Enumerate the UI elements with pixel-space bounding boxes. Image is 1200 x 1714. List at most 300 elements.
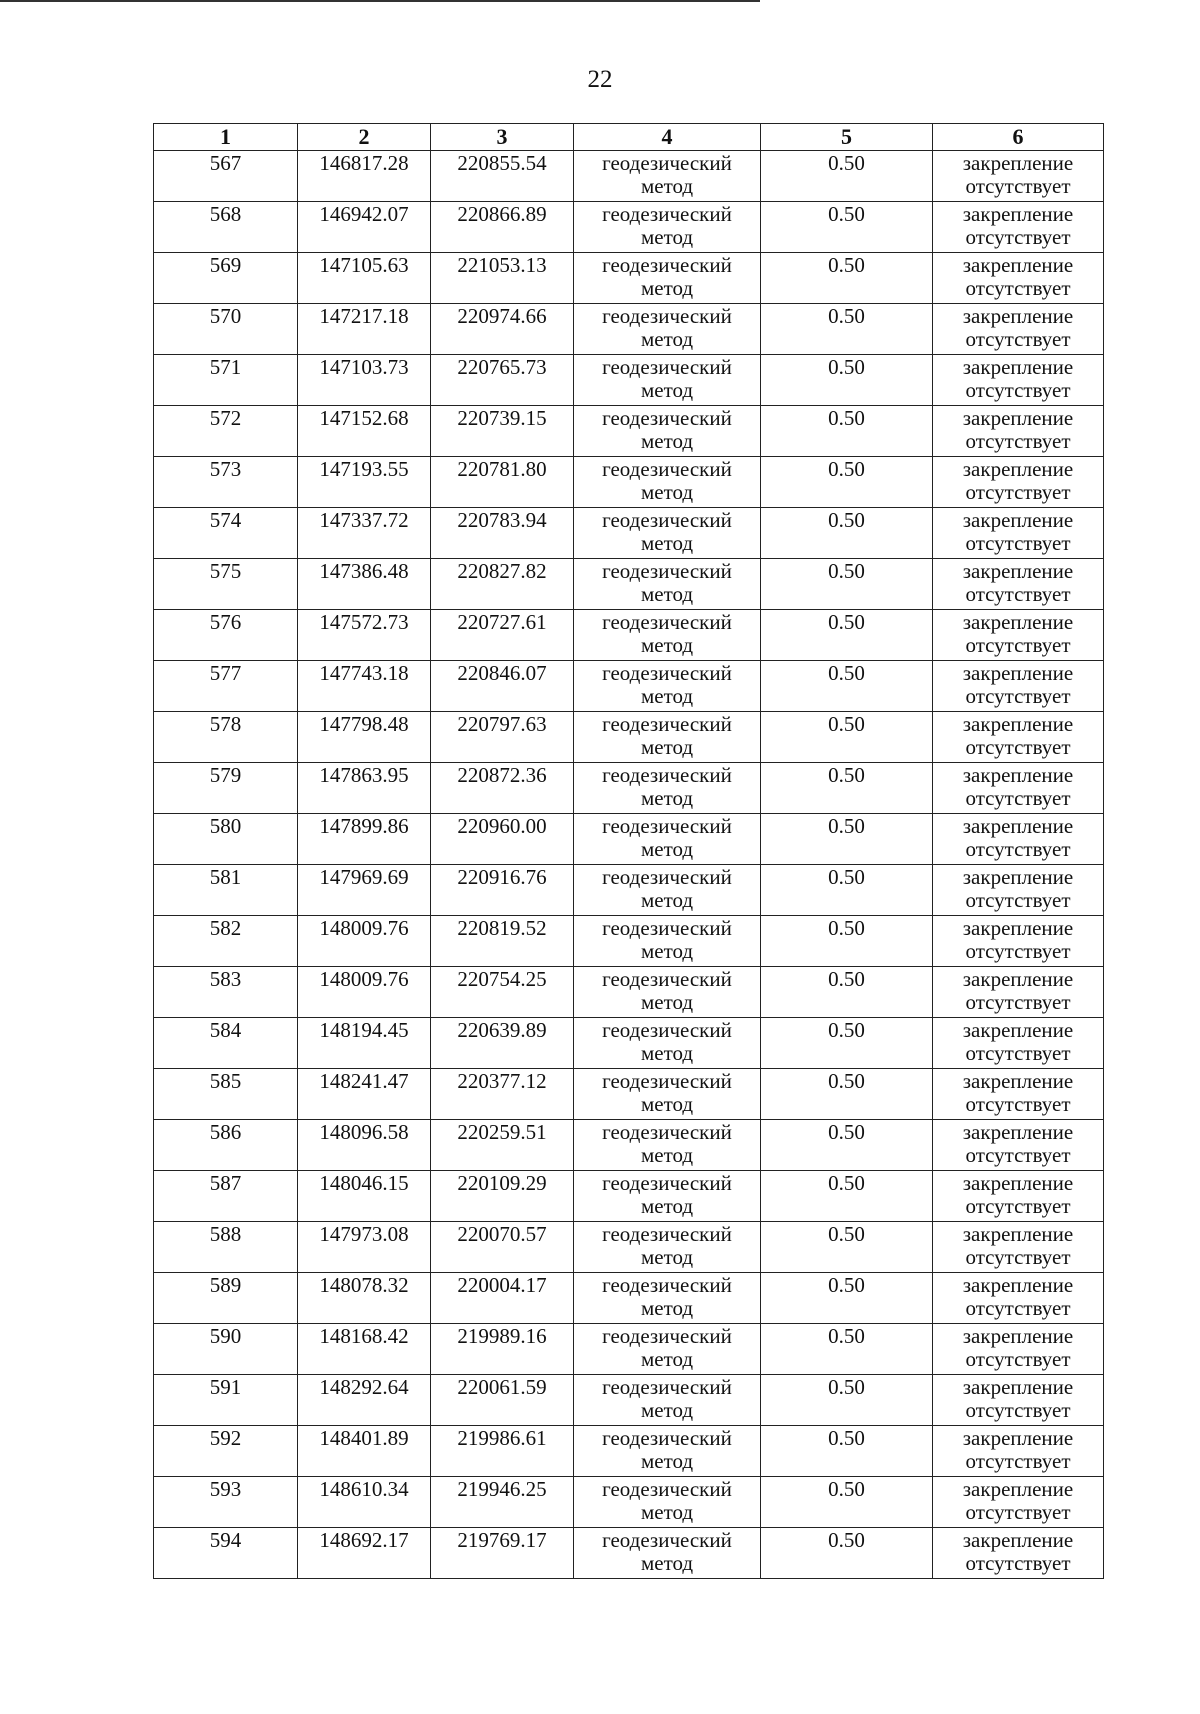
- table-row: [154, 763, 1104, 814]
- table-row: [154, 406, 1104, 457]
- method-cell: [574, 253, 761, 304]
- fixation-cell-line-2: отсутствует: [965, 1245, 1071, 1269]
- fixation-cell-line-1: закрепление: [962, 508, 1074, 532]
- method-cell-line-1: геодезический: [602, 712, 732, 736]
- fixation-cell-line-2: отсутствует: [965, 1398, 1071, 1422]
- y-coordinate-cell: 219986.61: [431, 1426, 574, 1477]
- table-row: [154, 1273, 1104, 1324]
- fixation-cell-line-1: закрепление: [962, 763, 1074, 787]
- fixation-cell: [933, 763, 1104, 814]
- method-cell-line-1: геодезический: [602, 1324, 732, 1348]
- precision-cell: 0.50: [761, 304, 933, 355]
- y-coordinate-cell: 219989.16: [431, 1324, 574, 1375]
- method-cell-line-2: метод: [640, 225, 694, 249]
- method-cell: [574, 355, 761, 406]
- y-coordinate-cell: 220765.73: [431, 355, 574, 406]
- point-number-cell: 584: [154, 1018, 298, 1069]
- y-coordinate-cell: 220866.89: [431, 202, 574, 253]
- y-coordinate-cell: 220974.66: [431, 304, 574, 355]
- point-number-cell: 569: [154, 253, 298, 304]
- fixation-cell-line-1: закрепление: [962, 1477, 1074, 1501]
- fixation-cell-line-1: закрепление: [962, 1120, 1074, 1144]
- precision-cell: 0.50: [761, 1120, 933, 1171]
- fixation-cell-line-2: отсутствует: [965, 531, 1071, 555]
- column-header-2: 2: [298, 124, 431, 151]
- fixation-cell-line-1: закрепление: [962, 457, 1074, 481]
- method-cell-line-2: метод: [640, 990, 694, 1014]
- table-row: [154, 1375, 1104, 1426]
- fixation-cell: [933, 1324, 1104, 1375]
- x-coordinate-cell: 148046.15: [298, 1171, 431, 1222]
- y-coordinate-cell: 220797.63: [431, 712, 574, 763]
- fixation-cell-line-2: отсутствует: [965, 429, 1071, 453]
- fixation-cell-line-1: закрепление: [962, 1069, 1074, 1093]
- x-coordinate-cell: 147386.48: [298, 559, 431, 610]
- y-coordinate-cell: 220846.07: [431, 661, 574, 712]
- fixation-cell: [933, 406, 1104, 457]
- y-coordinate-cell: 220819.52: [431, 916, 574, 967]
- table-row: [154, 355, 1104, 406]
- method-cell-line-2: метод: [640, 888, 694, 912]
- method-cell-line-2: метод: [640, 633, 694, 657]
- method-cell: [574, 1069, 761, 1120]
- fixation-cell-line-1: закрепление: [962, 865, 1074, 889]
- method-cell-line-1: геодезический: [602, 253, 732, 277]
- table-header-row: [154, 124, 1104, 151]
- table-row: [154, 610, 1104, 661]
- table-row: [154, 151, 1104, 202]
- y-coordinate-cell: 220109.29: [431, 1171, 574, 1222]
- fixation-cell-line-2: отсутствует: [965, 378, 1071, 402]
- precision-cell: 0.50: [761, 967, 933, 1018]
- point-number-cell: 592: [154, 1426, 298, 1477]
- method-cell: [574, 1477, 761, 1528]
- table-row: [154, 1120, 1104, 1171]
- precision-cell: 0.50: [761, 1273, 933, 1324]
- scan-top-edge: [0, 0, 760, 2]
- table-row: [154, 1222, 1104, 1273]
- y-coordinate-cell: 220639.89: [431, 1018, 574, 1069]
- fixation-cell-line-2: отсутствует: [965, 1449, 1071, 1473]
- method-cell-line-2: метод: [640, 327, 694, 351]
- table-row: [154, 202, 1104, 253]
- y-coordinate-cell: 219769.17: [431, 1528, 574, 1579]
- precision-cell: 0.50: [761, 1477, 933, 1528]
- table-row: [154, 865, 1104, 916]
- precision-cell: 0.50: [761, 1222, 933, 1273]
- point-number-cell: 577: [154, 661, 298, 712]
- method-cell-line-1: геодезический: [602, 1273, 732, 1297]
- method-cell-line-2: метод: [640, 837, 694, 861]
- table-body: [154, 151, 1104, 1579]
- point-number-cell: 573: [154, 457, 298, 508]
- method-cell-line-2: метод: [640, 1143, 694, 1167]
- method-cell: [574, 610, 761, 661]
- x-coordinate-cell: 148401.89: [298, 1426, 431, 1477]
- x-coordinate-cell: 147899.86: [298, 814, 431, 865]
- fixation-cell: [933, 1120, 1104, 1171]
- fixation-cell: [933, 508, 1104, 559]
- point-number-cell: 576: [154, 610, 298, 661]
- precision-cell: 0.50: [761, 763, 933, 814]
- fixation-cell: [933, 1528, 1104, 1579]
- method-cell: [574, 406, 761, 457]
- method-cell-line-2: метод: [640, 276, 694, 300]
- fixation-cell-line-1: закрепление: [962, 1324, 1074, 1348]
- y-coordinate-cell: 220070.57: [431, 1222, 574, 1273]
- fixation-cell-line-2: отсутствует: [965, 633, 1071, 657]
- fixation-cell: [933, 1171, 1104, 1222]
- precision-cell: 0.50: [761, 151, 933, 202]
- fixation-cell: [933, 1273, 1104, 1324]
- x-coordinate-cell: 148168.42: [298, 1324, 431, 1375]
- method-cell-line-2: метод: [640, 582, 694, 606]
- x-coordinate-cell: 147152.68: [298, 406, 431, 457]
- table-row: [154, 1426, 1104, 1477]
- fixation-cell: [933, 151, 1104, 202]
- method-cell-line-1: геодезический: [602, 559, 732, 583]
- fixation-cell-line-2: отсутствует: [965, 582, 1071, 606]
- x-coordinate-cell: 147337.72: [298, 508, 431, 559]
- method-cell-line-2: метод: [640, 531, 694, 555]
- precision-cell: 0.50: [761, 610, 933, 661]
- method-cell-line-2: метод: [640, 1347, 694, 1371]
- fixation-cell: [933, 610, 1104, 661]
- y-coordinate-cell: 220754.25: [431, 967, 574, 1018]
- table-row: [154, 1018, 1104, 1069]
- fixation-cell: [933, 1375, 1104, 1426]
- table-row: [154, 1477, 1104, 1528]
- x-coordinate-cell: 147973.08: [298, 1222, 431, 1273]
- table-row: [154, 661, 1104, 712]
- fixation-cell-line-1: закрепление: [962, 559, 1074, 583]
- precision-cell: 0.50: [761, 712, 933, 763]
- point-number-cell: 587: [154, 1171, 298, 1222]
- fixation-cell-line-1: закрепление: [962, 1171, 1074, 1195]
- fixation-cell-line-1: закрепление: [962, 202, 1074, 226]
- table-row: [154, 559, 1104, 610]
- method-cell-line-2: метод: [640, 378, 694, 402]
- method-cell-line-1: геодезический: [602, 406, 732, 430]
- table-row: [154, 1324, 1104, 1375]
- point-number-cell: 594: [154, 1528, 298, 1579]
- point-number-cell: 589: [154, 1273, 298, 1324]
- method-cell-line-1: геодезический: [602, 151, 732, 175]
- x-coordinate-cell: 148610.34: [298, 1477, 431, 1528]
- method-cell-line-2: метод: [640, 1551, 694, 1575]
- fixation-cell-line-1: закрепление: [962, 916, 1074, 940]
- method-cell-line-2: метод: [640, 429, 694, 453]
- fixation-cell: [933, 1018, 1104, 1069]
- point-number-cell: 581: [154, 865, 298, 916]
- precision-cell: 0.50: [761, 661, 933, 712]
- x-coordinate-cell: 148194.45: [298, 1018, 431, 1069]
- method-cell-line-1: геодезический: [602, 355, 732, 379]
- x-coordinate-cell: 146942.07: [298, 202, 431, 253]
- x-coordinate-cell: 148078.32: [298, 1273, 431, 1324]
- fixation-cell-line-1: закрепление: [962, 253, 1074, 277]
- fixation-cell-line-1: закрепление: [962, 406, 1074, 430]
- x-coordinate-cell: 148096.58: [298, 1120, 431, 1171]
- fixation-cell: [933, 916, 1104, 967]
- fixation-cell-line-2: отсутствует: [965, 327, 1071, 351]
- point-number-cell: 572: [154, 406, 298, 457]
- method-cell-line-1: геодезический: [602, 661, 732, 685]
- fixation-cell: [933, 814, 1104, 865]
- x-coordinate-cell: 148009.76: [298, 916, 431, 967]
- method-cell-line-2: метод: [640, 480, 694, 504]
- point-number-cell: 582: [154, 916, 298, 967]
- fixation-cell-line-2: отсутствует: [965, 1296, 1071, 1320]
- method-cell-line-2: метод: [640, 1500, 694, 1524]
- column-header-3: 3: [431, 124, 574, 151]
- table-row: [154, 967, 1104, 1018]
- fixation-cell-line-2: отсутствует: [965, 684, 1071, 708]
- method-cell: [574, 1222, 761, 1273]
- fixation-cell-line-2: отсутствует: [965, 735, 1071, 759]
- method-cell-line-2: метод: [640, 1398, 694, 1422]
- fixation-cell-line-2: отсутствует: [965, 225, 1071, 249]
- precision-cell: 0.50: [761, 253, 933, 304]
- x-coordinate-cell: 147105.63: [298, 253, 431, 304]
- x-coordinate-cell: 147863.95: [298, 763, 431, 814]
- method-cell-line-1: геодезический: [602, 1426, 732, 1450]
- method-cell: [574, 763, 761, 814]
- fixation-cell-line-2: отсутствует: [965, 174, 1071, 198]
- x-coordinate-cell: 148292.64: [298, 1375, 431, 1426]
- precision-cell: 0.50: [761, 1069, 933, 1120]
- column-header-1: 1: [154, 124, 298, 151]
- x-coordinate-cell: 147572.73: [298, 610, 431, 661]
- point-number-cell: 590: [154, 1324, 298, 1375]
- method-cell-line-2: метод: [640, 735, 694, 759]
- fixation-cell-line-2: отсутствует: [965, 276, 1071, 300]
- fixation-cell-line-1: закрепление: [962, 1528, 1074, 1552]
- y-coordinate-cell: 220781.80: [431, 457, 574, 508]
- fixation-cell-line-2: отсутствует: [965, 1194, 1071, 1218]
- precision-cell: 0.50: [761, 1171, 933, 1222]
- table-row: [154, 712, 1104, 763]
- fixation-cell-line-1: закрепление: [962, 610, 1074, 634]
- x-coordinate-cell: 147193.55: [298, 457, 431, 508]
- fixation-cell: [933, 1069, 1104, 1120]
- point-number-cell: 570: [154, 304, 298, 355]
- table-row: [154, 457, 1104, 508]
- precision-cell: 0.50: [761, 355, 933, 406]
- fixation-cell-line-1: закрепление: [962, 1426, 1074, 1450]
- method-cell-line-2: метод: [640, 1092, 694, 1116]
- method-cell: [574, 304, 761, 355]
- point-number-cell: 591: [154, 1375, 298, 1426]
- method-cell-line-2: метод: [640, 1245, 694, 1269]
- point-number-cell: 580: [154, 814, 298, 865]
- fixation-cell: [933, 1477, 1104, 1528]
- method-cell: [574, 508, 761, 559]
- table-row: [154, 1069, 1104, 1120]
- point-number-cell: 567: [154, 151, 298, 202]
- fixation-cell-line-1: закрепление: [962, 661, 1074, 685]
- method-cell-line-1: геодезический: [602, 1120, 732, 1144]
- method-cell-line-1: геодезический: [602, 508, 732, 532]
- table-row: [154, 1171, 1104, 1222]
- precision-cell: 0.50: [761, 916, 933, 967]
- point-number-cell: 578: [154, 712, 298, 763]
- fixation-cell-line-2: отсутствует: [965, 786, 1071, 810]
- y-coordinate-cell: 220739.15: [431, 406, 574, 457]
- fixation-cell: [933, 712, 1104, 763]
- y-coordinate-cell: 220259.51: [431, 1120, 574, 1171]
- method-cell-line-1: геодезический: [602, 304, 732, 328]
- fixation-cell: [933, 661, 1104, 712]
- precision-cell: 0.50: [761, 814, 933, 865]
- precision-cell: 0.50: [761, 559, 933, 610]
- method-cell: [574, 661, 761, 712]
- method-cell: [574, 1273, 761, 1324]
- method-cell-line-1: геодезический: [602, 865, 732, 889]
- fixation-cell-line-1: закрепление: [962, 1018, 1074, 1042]
- fixation-cell-line-2: отсутствует: [965, 1551, 1071, 1575]
- method-cell-line-2: метод: [640, 1296, 694, 1320]
- y-coordinate-cell: 220827.82: [431, 559, 574, 610]
- method-cell: [574, 814, 761, 865]
- method-cell: [574, 1018, 761, 1069]
- y-coordinate-cell: 220855.54: [431, 151, 574, 202]
- method-cell-line-2: метод: [640, 174, 694, 198]
- fixation-cell: [933, 304, 1104, 355]
- method-cell-line-2: метод: [640, 684, 694, 708]
- method-cell-line-2: метод: [640, 1041, 694, 1065]
- table-row: [154, 508, 1104, 559]
- method-cell: [574, 865, 761, 916]
- fixation-cell: [933, 355, 1104, 406]
- method-cell: [574, 1324, 761, 1375]
- method-cell: [574, 559, 761, 610]
- precision-cell: 0.50: [761, 1528, 933, 1579]
- fixation-cell-line-2: отсутствует: [965, 1092, 1071, 1116]
- method-cell: [574, 967, 761, 1018]
- point-number-cell: 586: [154, 1120, 298, 1171]
- x-coordinate-cell: 148241.47: [298, 1069, 431, 1120]
- method-cell: [574, 1528, 761, 1579]
- precision-cell: 0.50: [761, 865, 933, 916]
- method-cell-line-1: геодезический: [602, 1528, 732, 1552]
- table-row: [154, 814, 1104, 865]
- point-number-cell: 571: [154, 355, 298, 406]
- y-coordinate-cell: 220377.12: [431, 1069, 574, 1120]
- fixation-cell-line-2: отсутствует: [965, 939, 1071, 963]
- method-cell: [574, 151, 761, 202]
- point-number-cell: 575: [154, 559, 298, 610]
- y-coordinate-cell: 220727.61: [431, 610, 574, 661]
- fixation-cell: [933, 253, 1104, 304]
- column-header-4: 4: [574, 124, 761, 151]
- method-cell: [574, 202, 761, 253]
- y-coordinate-cell: 220916.76: [431, 865, 574, 916]
- table-row: [154, 253, 1104, 304]
- point-number-cell: 585: [154, 1069, 298, 1120]
- method-cell-line-1: геодезический: [602, 1222, 732, 1246]
- precision-cell: 0.50: [761, 457, 933, 508]
- method-cell-line-1: геодезический: [602, 814, 732, 838]
- point-number-cell: 579: [154, 763, 298, 814]
- column-header-6: 6: [933, 124, 1104, 151]
- fixation-cell: [933, 865, 1104, 916]
- fixation-cell: [933, 457, 1104, 508]
- fixation-cell-line-1: закрепление: [962, 304, 1074, 328]
- precision-cell: 0.50: [761, 508, 933, 559]
- x-coordinate-cell: 148009.76: [298, 967, 431, 1018]
- method-cell: [574, 1426, 761, 1477]
- table-row: [154, 304, 1104, 355]
- x-coordinate-cell: 147743.18: [298, 661, 431, 712]
- x-coordinate-cell: 148692.17: [298, 1528, 431, 1579]
- page-number: 22: [587, 66, 613, 93]
- fixation-cell-line-2: отсутствует: [965, 1041, 1071, 1065]
- method-cell: [574, 1120, 761, 1171]
- precision-cell: 0.50: [761, 1018, 933, 1069]
- y-coordinate-cell: 221053.13: [431, 253, 574, 304]
- method-cell-line-1: геодезический: [602, 457, 732, 481]
- x-coordinate-cell: 146817.28: [298, 151, 431, 202]
- fixation-cell-line-2: отсутствует: [965, 1500, 1071, 1524]
- method-cell-line-2: метод: [640, 1194, 694, 1218]
- x-coordinate-cell: 147969.69: [298, 865, 431, 916]
- coordinates-table: [153, 123, 1104, 1579]
- fixation-cell-line-1: закрепление: [962, 1375, 1074, 1399]
- method-cell-line-2: метод: [640, 939, 694, 963]
- y-coordinate-cell: 219946.25: [431, 1477, 574, 1528]
- table-row: [154, 916, 1104, 967]
- method-cell: [574, 1171, 761, 1222]
- method-cell-line-1: геодезический: [602, 763, 732, 787]
- method-cell-line-1: геодезический: [602, 1018, 732, 1042]
- point-number-cell: 593: [154, 1477, 298, 1528]
- x-coordinate-cell: 147798.48: [298, 712, 431, 763]
- y-coordinate-cell: 220960.00: [431, 814, 574, 865]
- fixation-cell-line-1: закрепление: [962, 151, 1074, 175]
- fixation-cell-line-1: закрепление: [962, 1222, 1074, 1246]
- fixation-cell: [933, 967, 1104, 1018]
- method-cell-line-2: метод: [640, 1449, 694, 1473]
- method-cell: [574, 1375, 761, 1426]
- y-coordinate-cell: 220783.94: [431, 508, 574, 559]
- fixation-cell-line-1: закрепление: [962, 814, 1074, 838]
- method-cell: [574, 712, 761, 763]
- method-cell-line-1: геодезический: [602, 1477, 732, 1501]
- column-header-5: 5: [761, 124, 933, 151]
- y-coordinate-cell: 220872.36: [431, 763, 574, 814]
- precision-cell: 0.50: [761, 1324, 933, 1375]
- precision-cell: 0.50: [761, 406, 933, 457]
- x-coordinate-cell: 147217.18: [298, 304, 431, 355]
- fixation-cell: [933, 1222, 1104, 1273]
- point-number-cell: 588: [154, 1222, 298, 1273]
- method-cell-line-1: геодезический: [602, 610, 732, 634]
- fixation-cell-line-1: закрепление: [962, 967, 1074, 991]
- precision-cell: 0.50: [761, 1375, 933, 1426]
- point-number-cell: 574: [154, 508, 298, 559]
- point-number-cell: 568: [154, 202, 298, 253]
- fixation-cell-line-1: закрепление: [962, 712, 1074, 736]
- precision-cell: 0.50: [761, 1426, 933, 1477]
- fixation-cell-line-2: отсутствует: [965, 837, 1071, 861]
- method-cell-line-1: геодезический: [602, 916, 732, 940]
- fixation-cell: [933, 1426, 1104, 1477]
- method-cell-line-2: метод: [640, 786, 694, 810]
- method-cell-line-1: геодезический: [602, 967, 732, 991]
- method-cell-line-1: геодезический: [602, 202, 732, 226]
- fixation-cell-line-1: закрепление: [962, 355, 1074, 379]
